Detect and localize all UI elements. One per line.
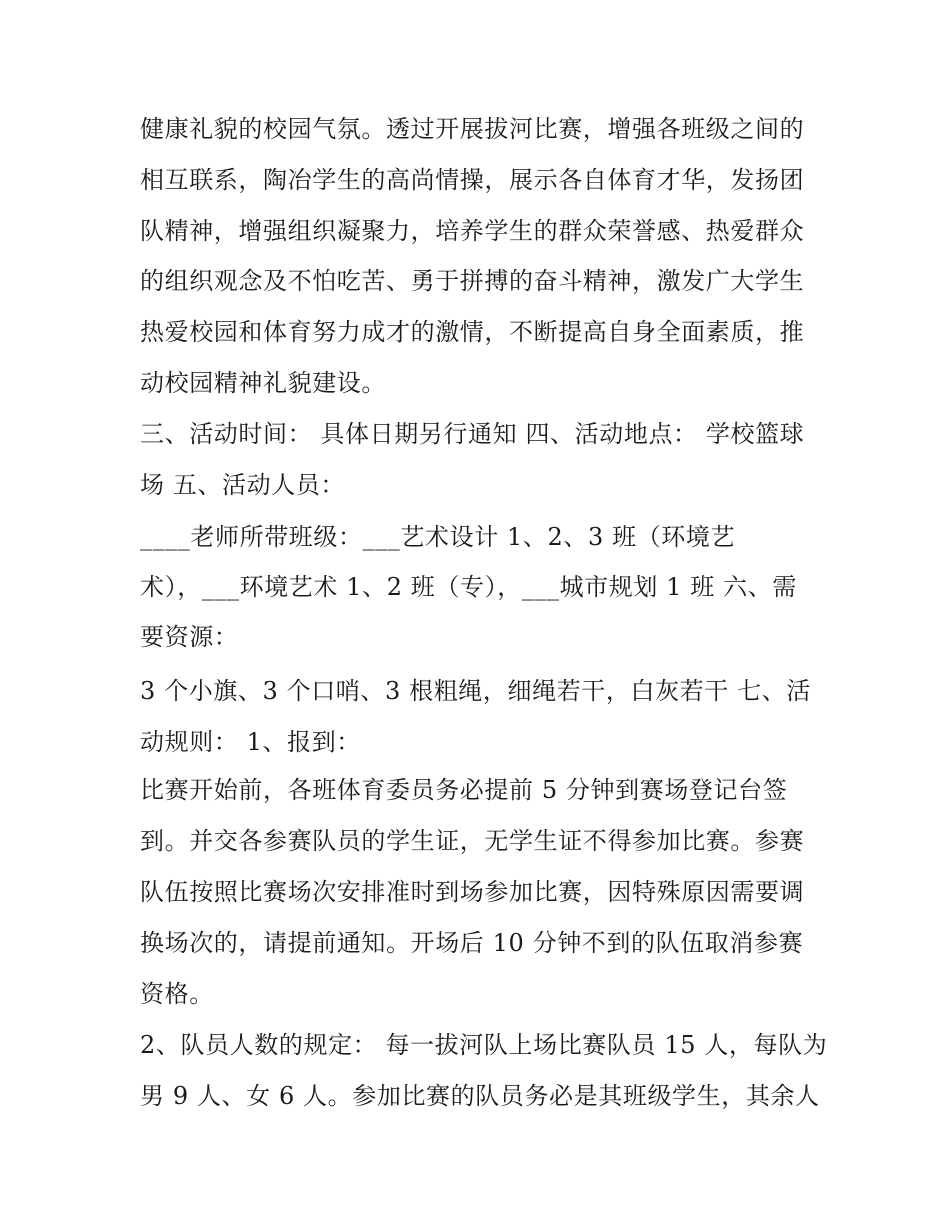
text-line-19: 2、队员人数的规定： 每一拔河队上场比赛队员 15 人，每队为 [140, 1031, 828, 1059]
text-line-3: 队精神，增强组织凝聚力，培养学生的群众荣誉感、热爱群众 [140, 217, 805, 245]
text-line-13: 动规则： 1、报到： [140, 728, 361, 756]
text-line-4: 的组织观念及不怕吃苦、勇于拼搏的奋斗精神，激发广大学生 [140, 267, 805, 295]
text-line-8: 场 五、活动人员： [140, 471, 346, 499]
text-line-7: 三、活动时间： 具体日期另行通知 四、活动地点： 学校篮球 [140, 420, 805, 448]
text-line-5: 热爱校园和体育努力成才的激情，不断提高自身全面素质，推 [140, 318, 805, 346]
text-line-15: 到。并交各参赛队员的学生证，无学生证不得参加比赛。参赛 [140, 827, 805, 855]
text-line-6: 动校园精神礼貌建设。 [140, 369, 386, 397]
text-line-2: 相互联系，陶冶学生的高尚情操，展示各自体育才华，发扬团 [140, 166, 805, 194]
text-line-16: 队伍按照比赛场次安排准时到场参加比赛，因特殊原因需要调 [140, 878, 805, 906]
text-line-18: 资格。 [140, 980, 214, 1008]
text-line-10: 术），___环境艺术 1、2 班（专），___城市规划 1 班 六、需 [140, 573, 797, 601]
text-line-20: 男 9 人、女 6 人。参加比赛的队员务必是其班级学生，其余人 [140, 1082, 820, 1110]
text-line-9: ____老师所带班级：___艺术设计 1、2、3 班（环境艺 [140, 523, 736, 551]
text-line-14: 比赛开始前，各班体育委员务必提前 5 分钟到赛场登记台签 [140, 776, 788, 804]
text-line-12: 3 个小旗、3 个口哨、3 根粗绳，细绳若干，白灰若干 七、活 [140, 677, 811, 705]
text-line-17: 换场次的，请提前通知。开场后 10 分钟不到的队伍取消参赛 [140, 929, 804, 957]
text-line-1: 健康礼貌的校园气氛。透过开展拔河比赛，增强各班级之间的 [140, 115, 805, 143]
text-line-11: 要资源： [140, 623, 239, 651]
